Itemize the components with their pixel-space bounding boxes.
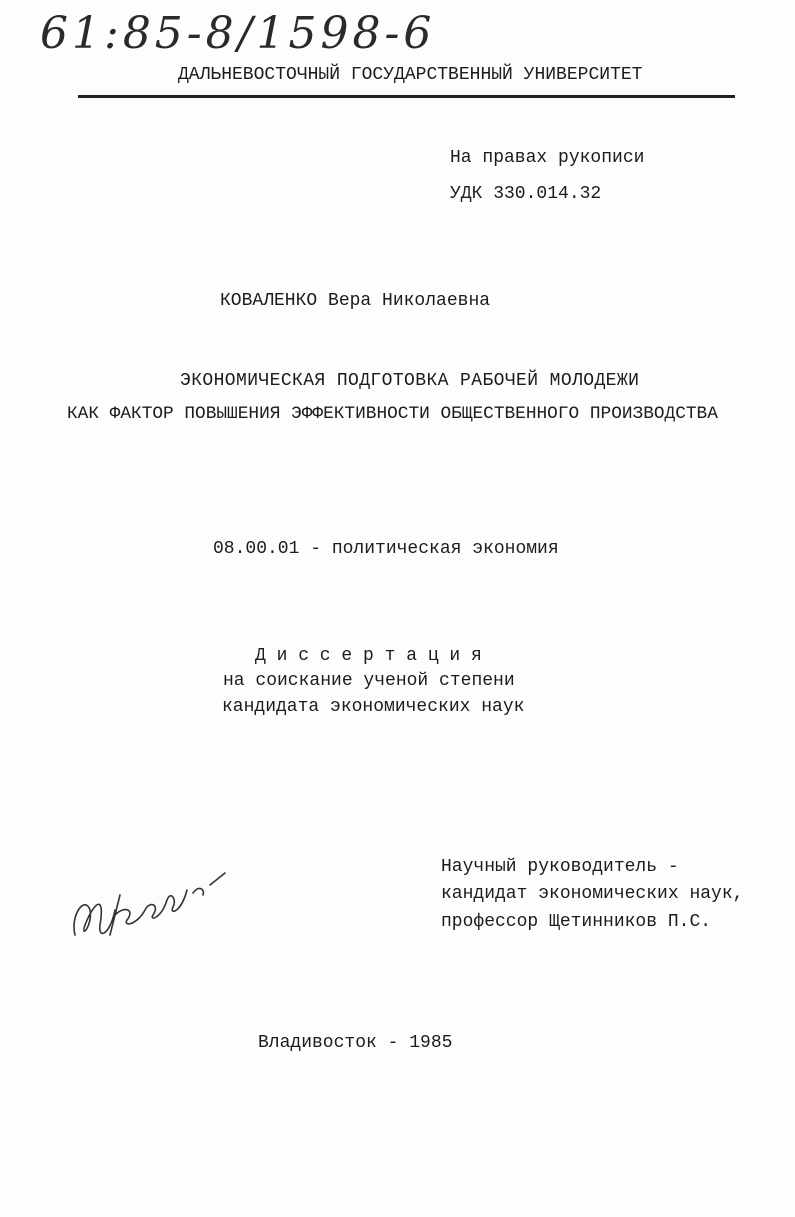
university-name: ДАЛЬНЕВОСТОЧНЫЙ ГОСУДАРСТВЕННЫЙ УНИВЕРСИТЕТ xyxy=(178,65,643,85)
advisor-line-3: профессор Щетинников П.С. xyxy=(441,912,712,932)
advisor-line-1: Научный руководитель - xyxy=(441,857,679,877)
manuscript-rights: На правах рукописи xyxy=(450,148,645,168)
author-name: КОВАЛЕНКО Вера Николаевна xyxy=(220,291,491,311)
udc-code: УДК 330.014.32 xyxy=(450,184,602,204)
title-line-2: КАК ФАКТОР ПОВЫШЕНИЯ ЭФФЕКТИВНОСТИ ОБЩЕСТВЕННОГО ПРОИЗВОДСТВА xyxy=(67,404,718,424)
place-and-year: Владивосток - 1985 xyxy=(258,1033,453,1053)
degree-line-3: кандидата экономических наук xyxy=(222,697,525,717)
handwritten-signature xyxy=(65,855,235,955)
degree-line-2: на соискание ученой степени xyxy=(223,671,515,691)
document-type: Д и с с е р т а ц и я xyxy=(255,646,482,666)
archive-code-handwritten: 61:85-8/1598-6 xyxy=(40,8,436,59)
title-line-1: ЭКОНОМИЧЕСКАЯ ПОДГОТОВКА РАБОЧЕЙ МОЛОДЕЖИ xyxy=(180,371,640,391)
header-divider xyxy=(78,95,735,98)
specialty: 08.00.01 - политическая экономия xyxy=(213,539,559,559)
advisor-line-2: кандидат экономических наук, xyxy=(441,884,744,904)
